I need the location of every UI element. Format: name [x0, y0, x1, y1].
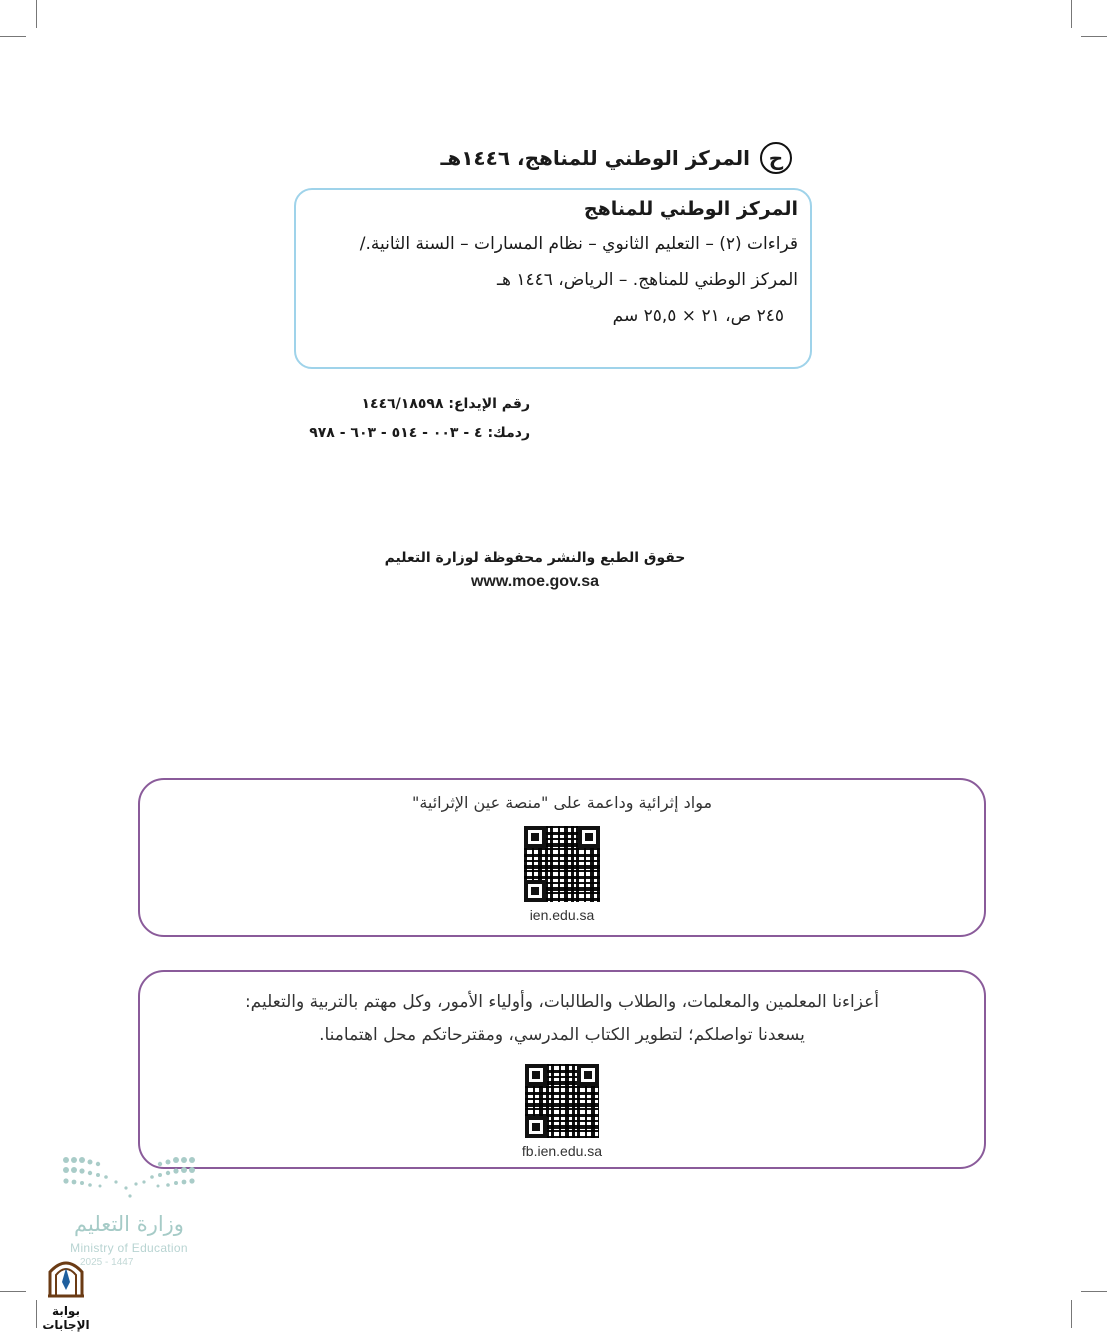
ministry-dots-icon [60, 1152, 198, 1202]
qr-caption[interactable]: ien.edu.sa [529, 907, 595, 923]
feedback-panel [138, 970, 986, 1169]
qr-finder [525, 1116, 547, 1138]
cataloging-box [294, 188, 812, 369]
catalog-heading: المركز الوطني للمناهج [583, 198, 798, 220]
crop-mark [0, 1291, 26, 1292]
catalog-line: قراءات (٢) – التعليم الثانوي – نظام المسارات – السنة الثانية./ [359, 234, 798, 254]
qr-finder [577, 1064, 599, 1086]
crop-mark [36, 0, 37, 28]
watermark-label: بوابة الإجابات [42, 1304, 90, 1332]
website-link[interactable]: www.moe.gov.sa [470, 573, 600, 590]
qr-caption[interactable]: fb.ien.edu.sa [521, 1143, 603, 1159]
crop-mark [0, 36, 26, 37]
copyright-text: المركز الوطني للمناهج، ١٤٤٦هـ [440, 146, 750, 170]
deposit-number: رقم الإيداع: ١٤٤٦/١٨٥٩٨ [361, 396, 530, 412]
crop-mark [1071, 1300, 1072, 1328]
rights-block [380, 550, 690, 591]
catalog-line: المركز الوطني للمناهج. – الرياض، ١٤٤٦ هـ [496, 270, 798, 290]
ministry-logo [60, 1152, 200, 1272]
ministry-year: 2025 - 1447 [80, 1257, 134, 1268]
enrichment-text: مواد إثرائية وداعمة على "منصة عين الإثرائية" [411, 793, 713, 812]
crop-mark [1071, 0, 1072, 28]
isbn: ردمك: ٤ - ٠٠٣ - ٥١٤ - ٦٠٣ - ٩٧٨ [309, 425, 530, 441]
rights-text: حقوق الطبع والنشر محفوظة لوزارة التعليم [384, 550, 686, 566]
feedback-line-1: أعزاءنا المعلمين والمعلمات، والطلاب والطالبات، وأولياء الأمور، وكل مهتم بالتربية والتعليم: [244, 992, 880, 1012]
deposit-info [290, 396, 530, 454]
feedback-line-2: يسعدنا تواصلكم؛ لتطوير الكتاب المدرسي، ومقترحاتكم محل اهتمامنا. [319, 1025, 805, 1045]
copyright-line [300, 140, 792, 176]
qr-code-icon[interactable] [525, 1064, 599, 1138]
catalog-line: ٢٤٥ ص، ٢١ × ٢٥,٥ سم [612, 306, 784, 326]
qr-finder [578, 826, 600, 848]
qr-code-icon[interactable] [524, 826, 600, 902]
qr-finder [525, 1064, 547, 1086]
crop-mark [1081, 36, 1107, 37]
ministry-name-arabic: وزارة التعليم [74, 1212, 184, 1236]
crop-mark [1081, 1291, 1107, 1292]
copyright-symbol: ح [760, 142, 792, 174]
enrichment-panel [138, 778, 986, 937]
qr-finder [524, 826, 546, 848]
watermark-logo [30, 1256, 102, 1332]
gate-icon [46, 1256, 86, 1298]
qr-finder [524, 880, 546, 902]
ministry-name-english: Ministry of Education [70, 1241, 188, 1255]
